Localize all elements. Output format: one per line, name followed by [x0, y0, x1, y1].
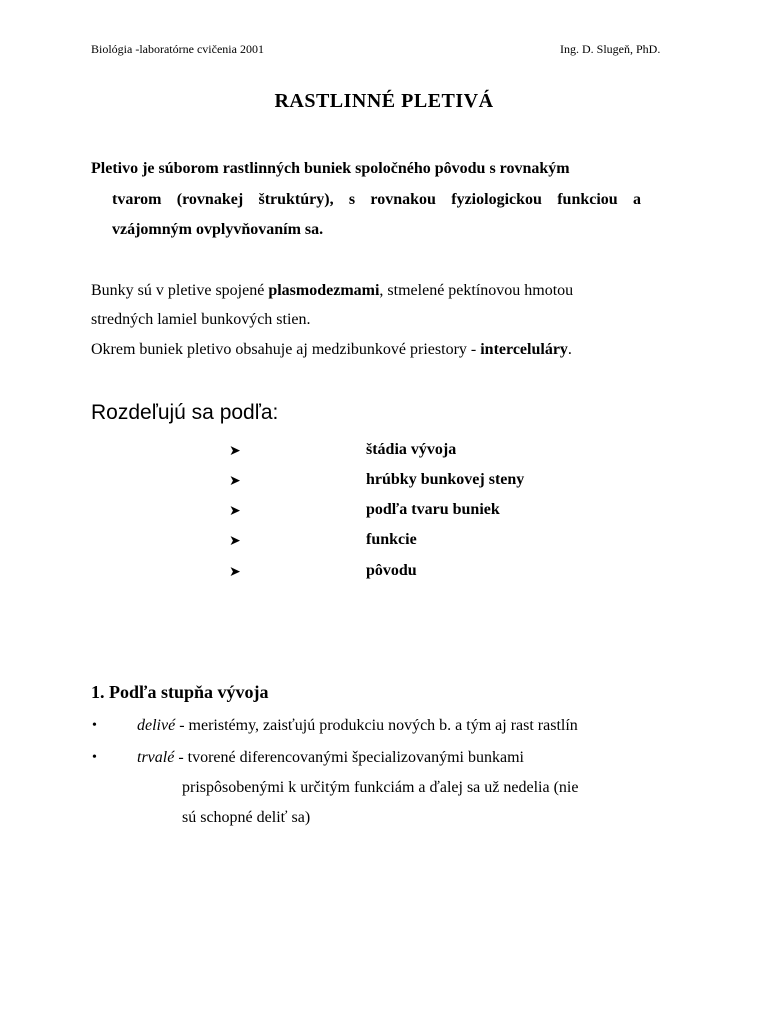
- paragraph-text: .: [567, 341, 572, 358]
- bullet-icon: •: [92, 718, 97, 733]
- list-item-trvale-line-2: prispôsobenými k určitým funkciám a ďalej sa už nedelia (nie: [182, 779, 579, 796]
- definition-line-2: tvarom (rovnakej štruktúry), s rovnakou fyziologickou funkciou a: [112, 191, 641, 208]
- list-item-trvale: [137, 749, 524, 767]
- definition-line-3: vzájomným ovplyvňovaním sa.: [112, 221, 324, 238]
- arrow-bullet-icon: ➤: [229, 444, 241, 459]
- paragraph-text: Okrem buniek pletivo obsahuje aj medzibunkové priestory -: [91, 341, 481, 358]
- arrow-bullet-icon: ➤: [229, 534, 241, 549]
- arrow-bullet-icon: ➤: [229, 474, 241, 489]
- criterion-item: hrúbky bunkovej steny: [366, 471, 525, 488]
- arrow-bullet-icon: ➤: [229, 565, 241, 580]
- definition-line-1: Pletivo je súborom rastlinných buniek spoločného pôvodu s rovnakým: [91, 160, 570, 177]
- term-trvale: trvalé: [137, 749, 175, 766]
- item-text: - meristémy, zaisťujú produkciu nových b. a tým aj rast rastlín: [175, 717, 578, 734]
- bullet-icon: •: [92, 750, 97, 765]
- criterion-item: štádia vývoja: [366, 441, 457, 458]
- criterion-item: podľa tvaru buniek: [366, 501, 500, 518]
- paragraph-line-3: [91, 341, 572, 359]
- arrow-bullet-icon: ➤: [229, 504, 241, 519]
- item-text: - tvorené diferencovanými špecializovanými bunkami: [174, 749, 524, 766]
- term-delive: delivé: [137, 717, 176, 734]
- paragraph-text: Bunky sú v pletive spojené: [91, 282, 269, 299]
- term-plasmodesmata: plasmodezmami: [268, 282, 380, 299]
- list-item-delive: [137, 717, 578, 735]
- division-heading: Rozdeľujú sa podľa:: [91, 401, 279, 424]
- criterion-item: pôvodu: [366, 562, 417, 579]
- page-title: RASTLINNÉ PLETIVÁ: [274, 90, 494, 112]
- paragraph-line-2: stredných lamiel bunkových stien.: [91, 311, 311, 328]
- section-title: 1. Podľa stupňa vývoja: [91, 682, 269, 702]
- term-intercellulars: interceluláry: [480, 341, 568, 358]
- header-left: Biológia -laboratórne cvičenia 2001: [91, 42, 264, 56]
- criterion-item: funkcie: [366, 531, 417, 548]
- header-right: Ing. D. Slugeň, PhD.: [560, 42, 661, 56]
- paragraph-text: , stmelené pektínovou hmotou: [379, 282, 574, 299]
- list-item-trvale-line-3: sú schopné deliť sa): [182, 809, 311, 826]
- paragraph-line-1: [91, 282, 641, 300]
